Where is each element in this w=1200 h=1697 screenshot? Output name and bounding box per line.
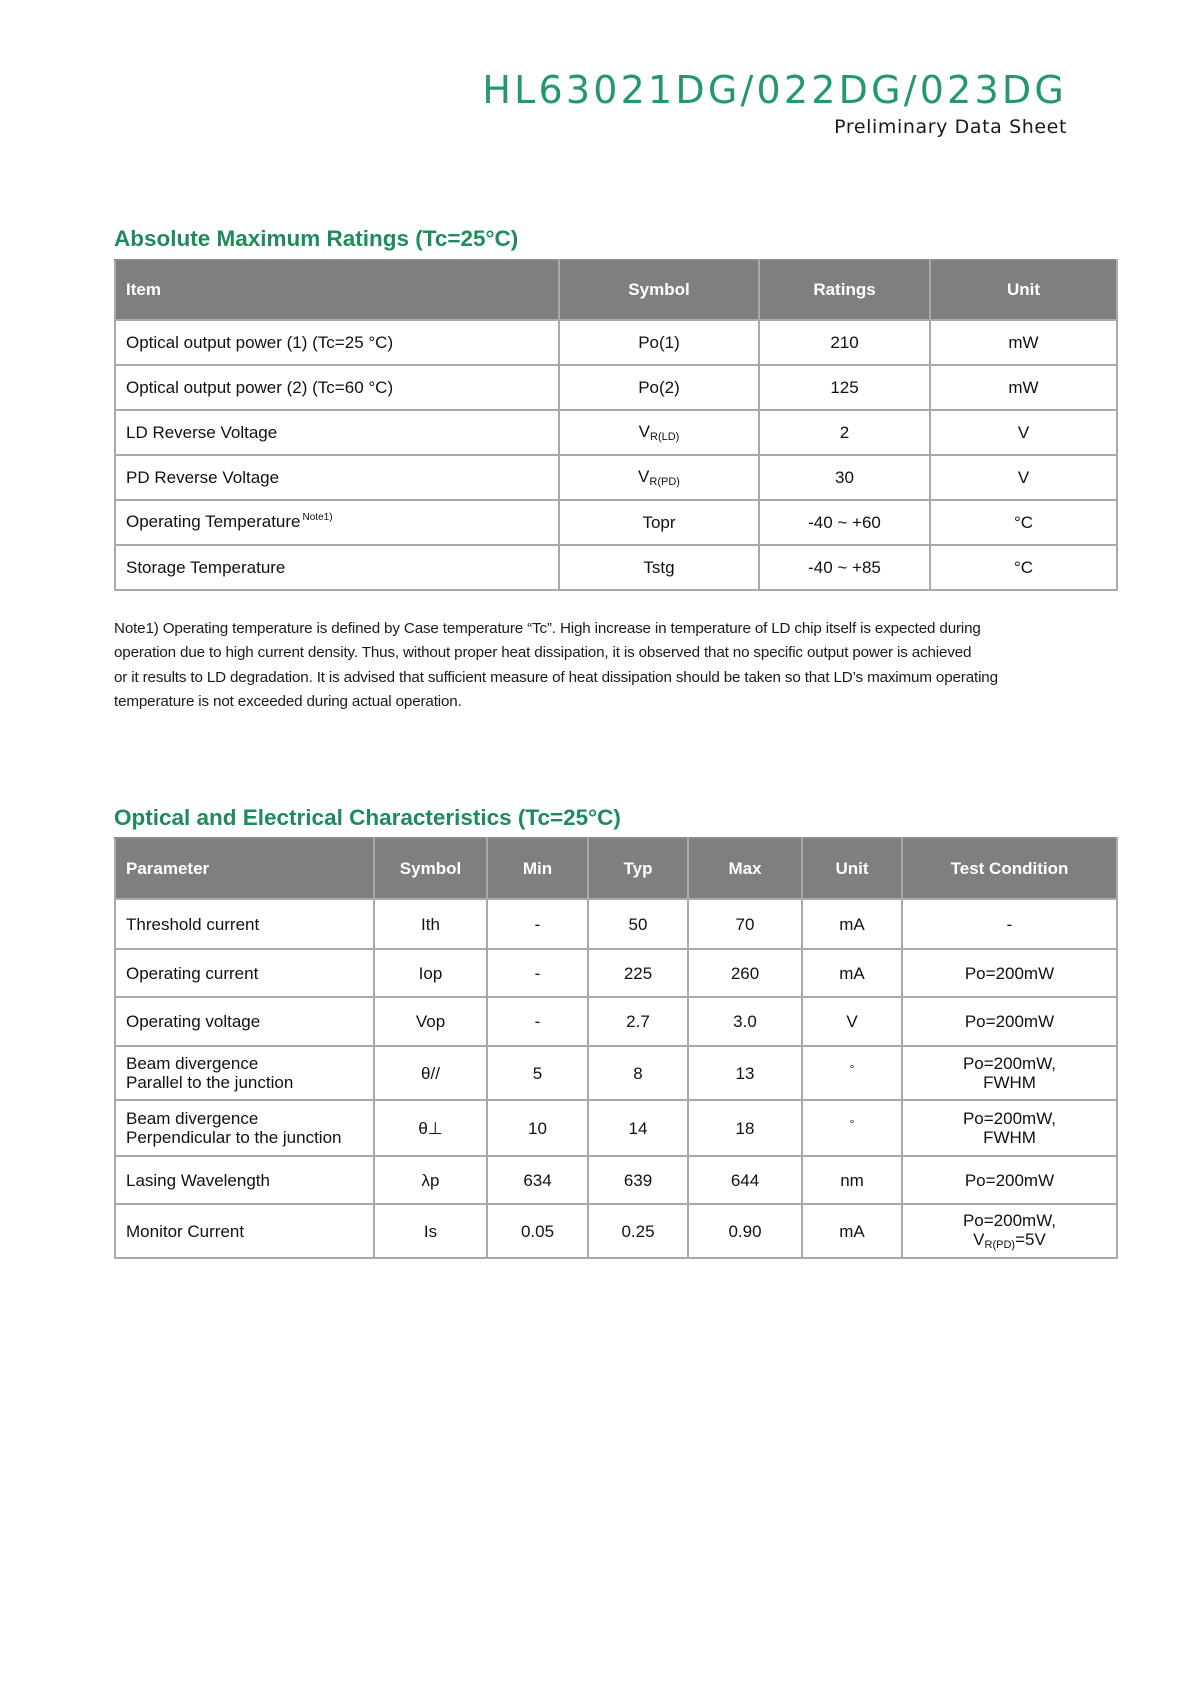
parameter-line: Beam divergence xyxy=(126,1054,259,1073)
rating-cell: 125 xyxy=(759,365,930,410)
max-cell: 13 xyxy=(688,1046,802,1100)
item-cell: Optical output power (2) (Tc=60 °C) xyxy=(115,365,559,410)
test-condition-cell: Po=200mW xyxy=(902,949,1117,997)
max-cell: 0.90 xyxy=(688,1204,802,1258)
condition-line: FWHM xyxy=(983,1073,1036,1092)
note-line: Note1) Operating temperature is defined by Case temperature “Tc”. High increase in temperature of LD chip itself is expected during xyxy=(114,620,981,637)
item-cell: Optical output power (1) (Tc=25 °C) xyxy=(115,320,559,365)
symbol-cell: Vop xyxy=(374,997,487,1046)
min-cell: 5 xyxy=(487,1046,588,1100)
symbol-cell xyxy=(559,410,759,455)
table-row xyxy=(115,500,1117,545)
unit-cell: mA xyxy=(802,1204,902,1258)
parameter-line: Parallel to the junction xyxy=(126,1073,294,1092)
note-line: temperature is not exceeded during actual operation. xyxy=(114,692,462,710)
document-subtitle: Preliminary Data Sheet xyxy=(834,116,1067,138)
symbol-subscript: R(LD) xyxy=(650,430,680,443)
unit-cell: V xyxy=(930,410,1117,455)
note-reference: Note1) xyxy=(302,511,333,523)
rating-cell: 2 xyxy=(759,410,930,455)
min-cell: - xyxy=(487,899,588,949)
column-header-min: Min xyxy=(487,838,588,899)
symbol-cell: Po(2) xyxy=(559,365,759,410)
column-header-max: Max xyxy=(688,838,802,899)
item-cell: LD Reverse Voltage xyxy=(115,410,559,455)
condition-line xyxy=(903,1230,1116,1252)
test-condition-cell xyxy=(902,1100,1117,1156)
parameter-line: Beam divergence xyxy=(126,1109,259,1128)
unit-cell: °C xyxy=(930,545,1117,590)
condition-line: Po=200mW, xyxy=(962,1109,1057,1128)
table-row xyxy=(115,1204,1117,1258)
table-row xyxy=(115,410,1117,455)
typ-cell: 2.7 xyxy=(588,997,688,1046)
note-line: operation due to high current density. Thus, without proper heat dissipation, it is observed that no specific output power is achieved xyxy=(114,644,972,662)
absolute-max-ratings-table xyxy=(114,259,1118,591)
parameter-cell: Lasing Wavelength xyxy=(115,1156,374,1204)
symbol-cell: Po(1) xyxy=(559,320,759,365)
absolute-max-ratings-heading: Absolute Maximum Ratings (Tc=25°C) xyxy=(114,226,519,251)
condition-line: Po=200mW, xyxy=(962,1054,1057,1073)
table-row xyxy=(115,997,1117,1046)
condition-line: Po=200mW, xyxy=(962,1210,1057,1230)
symbol-main: V xyxy=(638,421,650,441)
unit-cell: mA xyxy=(802,899,902,949)
column-header-parameter: Parameter xyxy=(115,838,374,899)
min-cell: - xyxy=(487,949,588,997)
min-cell: - xyxy=(487,997,588,1046)
unit-cell: mW xyxy=(930,320,1117,365)
table-row xyxy=(115,455,1117,500)
column-header-item: Item xyxy=(115,260,559,320)
item-cell: PD Reverse Voltage xyxy=(115,455,559,500)
symbol-cell: θ⊥ xyxy=(374,1100,487,1156)
rating-cell: -40 ~ +85 xyxy=(759,545,930,590)
document-title: HL63021DG/022DG/023DG xyxy=(482,68,1067,112)
optical-electrical-heading: Optical and Electrical Characteristics (Tc=25°C) xyxy=(114,805,621,830)
column-header-symbol: Symbol xyxy=(374,838,487,899)
min-cell: 0.05 xyxy=(487,1204,588,1258)
table-header-row xyxy=(115,838,1117,899)
typ-cell: 8 xyxy=(588,1046,688,1100)
max-cell: 18 xyxy=(688,1100,802,1156)
max-cell: 70 xyxy=(688,899,802,949)
test-condition-cell xyxy=(902,1204,1117,1258)
parameter-cell: Monitor Current xyxy=(115,1204,374,1258)
symbol-cell: λp xyxy=(374,1156,487,1204)
column-header-test-condition: Test Condition xyxy=(902,838,1117,899)
condition-symbol-subscript: R(PD) xyxy=(984,1238,1016,1251)
degree-unit: ° xyxy=(849,1116,855,1131)
item-cell: Storage Temperature xyxy=(115,545,559,590)
symbol-main: V xyxy=(638,466,650,486)
condition-symbol-main: V xyxy=(973,1229,985,1249)
test-condition-cell xyxy=(902,1046,1117,1100)
unit-cell xyxy=(802,1046,902,1100)
max-cell: 3.0 xyxy=(688,997,802,1046)
typ-cell: 14 xyxy=(588,1100,688,1156)
symbol-cell: Ith xyxy=(374,899,487,949)
parameter-line: Perpendicular to the junction xyxy=(126,1128,342,1147)
unit-cell: mA xyxy=(802,949,902,997)
column-header-typ: Typ xyxy=(588,838,688,899)
symbol-cell xyxy=(559,455,759,500)
item-text: Operating Temperature xyxy=(126,511,301,531)
column-header-unit: Unit xyxy=(802,838,902,899)
min-cell: 10 xyxy=(487,1100,588,1156)
table-row xyxy=(115,1100,1117,1156)
typ-cell: 225 xyxy=(588,949,688,997)
parameter-cell xyxy=(115,1046,374,1100)
condition-line: FWHM xyxy=(983,1128,1036,1147)
column-header-unit: Unit xyxy=(930,260,1117,320)
test-condition-cell: - xyxy=(902,899,1117,949)
min-cell: 634 xyxy=(487,1156,588,1204)
test-condition-cell: Po=200mW xyxy=(902,1156,1117,1204)
symbol-cell: Is xyxy=(374,1204,487,1258)
degree-unit: ° xyxy=(849,1061,855,1076)
typ-cell: 50 xyxy=(588,899,688,949)
max-cell: 644 xyxy=(688,1156,802,1204)
operating-temperature-note xyxy=(114,617,998,714)
item-cell xyxy=(115,500,559,545)
table-row xyxy=(115,365,1117,410)
column-header-ratings: Ratings xyxy=(759,260,930,320)
parameter-cell: Operating voltage xyxy=(115,997,374,1046)
parameter-cell: Threshold current xyxy=(115,899,374,949)
max-cell: 260 xyxy=(688,949,802,997)
table-header-row xyxy=(115,260,1117,320)
unit-cell: mW xyxy=(930,365,1117,410)
table-row xyxy=(115,1156,1117,1204)
rating-cell: 30 xyxy=(759,455,930,500)
symbol-cell: θ// xyxy=(374,1046,487,1100)
note-line: or it results to LD degradation. It is advised that sufficient measure of heat dissipation should be taken so that LD’s maximum operating xyxy=(114,668,998,686)
table-row xyxy=(115,545,1117,590)
optical-electrical-table xyxy=(114,837,1118,1259)
symbol-cell: Iop xyxy=(374,949,487,997)
symbol-cell: Topr xyxy=(559,500,759,545)
symbol-cell: Tstg xyxy=(559,545,759,590)
parameter-cell: Operating current xyxy=(115,949,374,997)
condition-value: =5V xyxy=(1015,1229,1046,1249)
parameter-cell xyxy=(115,1100,374,1156)
unit-cell: V xyxy=(802,997,902,1046)
table-row xyxy=(115,949,1117,997)
table-row xyxy=(115,1046,1117,1100)
test-condition-cell: Po=200mW xyxy=(902,997,1117,1046)
typ-cell: 0.25 xyxy=(588,1204,688,1258)
unit-cell xyxy=(802,1100,902,1156)
unit-cell: °C xyxy=(930,500,1117,545)
rating-cell: -40 ~ +60 xyxy=(759,500,930,545)
table-row xyxy=(115,899,1117,949)
table-row xyxy=(115,320,1117,365)
rating-cell: 210 xyxy=(759,320,930,365)
typ-cell: 639 xyxy=(588,1156,688,1204)
column-header-symbol: Symbol xyxy=(559,260,759,320)
symbol-subscript: R(PD) xyxy=(649,475,680,488)
unit-cell: V xyxy=(930,455,1117,500)
unit-cell: nm xyxy=(802,1156,902,1204)
